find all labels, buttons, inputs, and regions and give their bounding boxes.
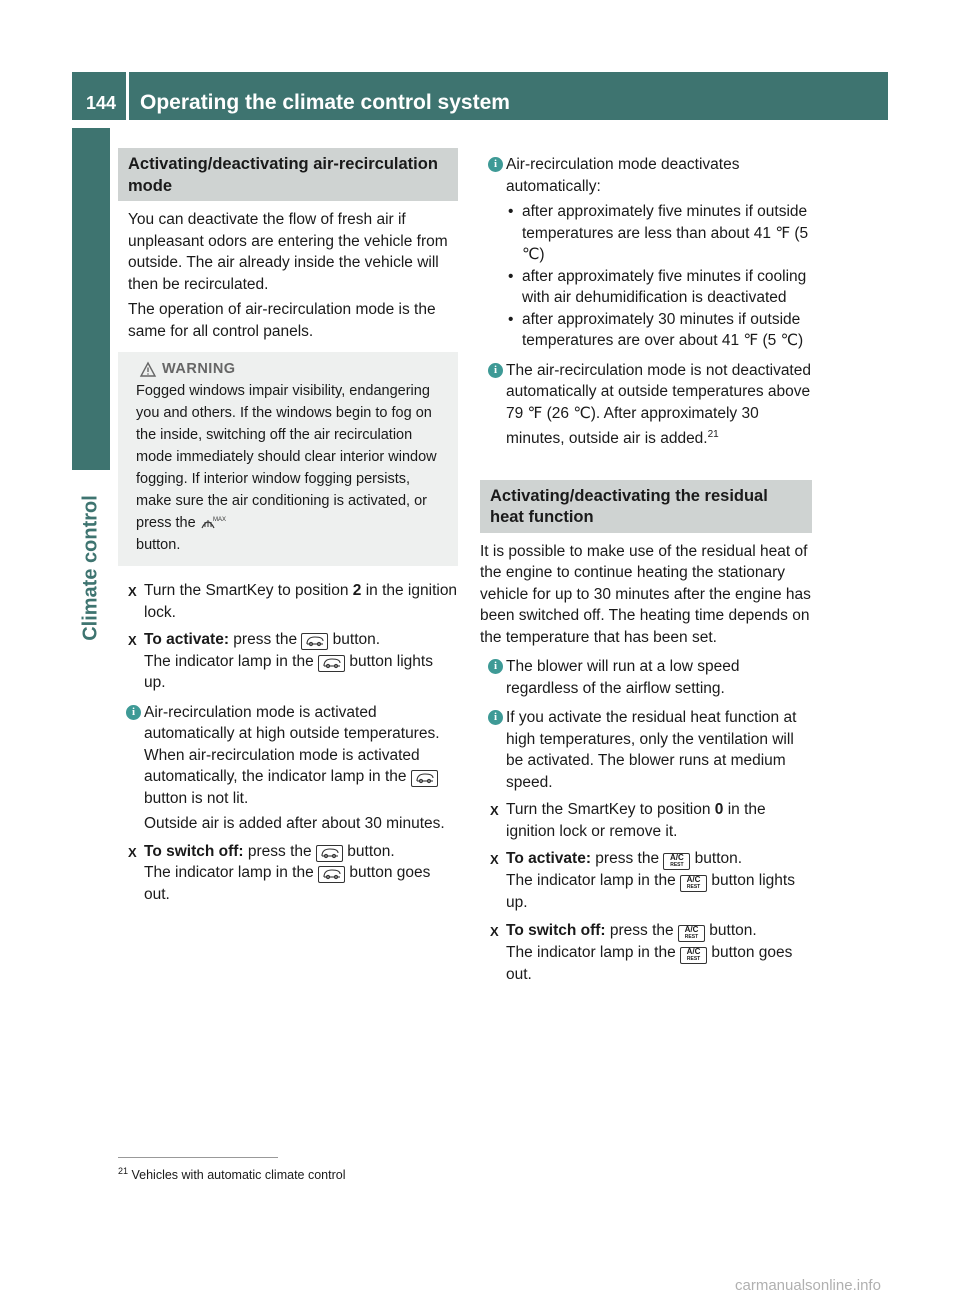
page-title: Operating the climate control system xyxy=(140,91,510,114)
footnote-reference: 21 xyxy=(707,429,719,440)
recirculation-button-icon xyxy=(316,845,343,862)
step-arrow-icon: X xyxy=(490,803,499,819)
info-icon: i xyxy=(126,705,141,720)
rest-label: REST xyxy=(670,862,684,869)
side-tab xyxy=(72,128,110,470)
watermark: carmanualsonline.info xyxy=(735,1277,881,1294)
step-text: The indicator lamp in the xyxy=(506,872,676,890)
bullet-icon: • xyxy=(508,203,514,220)
chapter-side-label: Climate control xyxy=(79,495,102,641)
ac-label: A/C xyxy=(686,875,701,885)
step-text: press the xyxy=(591,850,660,868)
footnote-number: 21 xyxy=(118,1166,129,1176)
step-text: The indicator lamp in the xyxy=(506,943,676,961)
footnote xyxy=(118,1166,345,1182)
footnote-divider xyxy=(118,1157,278,1158)
instruction-step xyxy=(480,799,812,842)
step-label: To switch off: xyxy=(144,842,244,860)
ac-label: A/C xyxy=(686,946,701,956)
info-text: button is not lit. xyxy=(144,789,249,807)
rest-label: REST xyxy=(686,884,701,891)
step-text-bold: 2 xyxy=(352,582,362,599)
step-arrow-icon: X xyxy=(128,844,137,860)
step-text: button goes out. xyxy=(506,943,793,983)
section-heading-recirculation: Activating/deactivating air-recirculation mode xyxy=(118,148,458,201)
ac-rest-button-icon xyxy=(680,875,707,892)
bullet-text: after approximately 30 minutes if outside temperatures are over about 41 ℉ (5 ℃) xyxy=(522,310,804,349)
left-column xyxy=(118,148,458,911)
header-divider xyxy=(126,72,129,120)
step-text: button lights up. xyxy=(144,652,433,691)
page-number: 144 xyxy=(86,93,117,113)
step-text: press the xyxy=(605,921,674,939)
bullet-text: after approximately five minutes if outside temperatures are less than about 41 ℉ (5 ℃) xyxy=(522,203,809,263)
instruction-step xyxy=(118,580,458,623)
step-text: Turn the SmartKey to position xyxy=(506,801,715,819)
info-text: If you activate the residual heat function at high temperatures, only the ventilation will be activated. The blower runs at medium speed. xyxy=(506,709,797,791)
ac-label: A/C xyxy=(669,853,684,863)
section-heading-residual-heat: Activating/deactivating the residual heat function xyxy=(480,480,812,533)
info-note xyxy=(480,154,812,352)
step-text: button goes out. xyxy=(144,864,431,903)
warning-title xyxy=(136,358,448,380)
info-text: Air-recirculation mode deactivates automatically: xyxy=(506,156,740,195)
instruction-step xyxy=(480,920,812,986)
info-text: The air-recirculation mode is not deactivated automatically at outside temperatures above 79 ℉ (26 ℃). After approximately 30 minutes, outside air is added. xyxy=(506,361,811,448)
step-text: The indicator lamp in the xyxy=(144,864,314,881)
warning-triangle-icon xyxy=(140,362,156,377)
recirculation-button-icon xyxy=(301,633,328,650)
recirculation-button-icon xyxy=(318,655,345,672)
warning-text-part: button. xyxy=(136,537,181,553)
footnote-text: Vehicles with automatic climate control xyxy=(131,1168,346,1183)
ac-rest-button-icon xyxy=(678,925,705,942)
ac-rest-button-icon xyxy=(680,947,707,964)
bullet-icon: • xyxy=(508,267,514,285)
instruction-step xyxy=(118,629,458,694)
info-icon: i xyxy=(488,659,503,674)
bullet-item xyxy=(506,266,812,309)
step-text: in the ignition lock. xyxy=(144,582,458,621)
step-arrow-icon: X xyxy=(128,584,137,599)
body-paragraph: You can deactivate the flow of fresh air if unpleasant odors are entering the vehicle from outside. The air already inside the vehicle will then be recirculated. xyxy=(128,211,448,293)
bullet-item xyxy=(506,309,812,352)
info-text: Air-recirculation mode is activated automatically at high outside temperatures. When air-recirculation mode is activated automatically, the indicator lamp in the xyxy=(144,703,440,785)
step-label: To activate: xyxy=(506,850,591,868)
step-text: button. xyxy=(704,921,757,939)
body-paragraph: The operation of air-recirculation mode is the same for all control panels. xyxy=(128,301,436,340)
recirculation-button-icon xyxy=(318,866,345,883)
bullet-text: after approximately five minutes if cooling with air dehumidification is deactivated xyxy=(522,267,807,306)
right-column xyxy=(480,148,812,991)
body-paragraph: It is possible to make use of the residual heat of the engine to continue heating the stationary vehicle for up to 30 minutes after the engine has been switched off. The heating time depends on the temperature that has been set. xyxy=(480,542,811,646)
svg-text:MAX: MAX xyxy=(212,517,226,523)
instruction-step xyxy=(118,841,458,906)
warning-text xyxy=(136,380,448,556)
instruction-step xyxy=(480,848,812,914)
info-icon: i xyxy=(488,710,503,725)
step-text: The indicator lamp in the xyxy=(144,652,314,670)
step-arrow-icon: X xyxy=(490,923,499,939)
info-note xyxy=(480,360,812,450)
info-note xyxy=(480,656,812,699)
info-note xyxy=(118,702,458,835)
info-text: Outside air is added after about 30 minutes. xyxy=(144,815,445,832)
warning-text-part: Fogged windows impair visibility, endangering you and others. If the windows begin to fog on the inside, switching off the air recirculation mode immediately should clear interior window fogging. If interior window fogging persists, make sure the air conditioning is activated, or press the xyxy=(136,383,437,531)
step-text: button. xyxy=(328,631,381,648)
rest-label: REST xyxy=(686,955,701,962)
step-text: press the xyxy=(229,631,298,648)
step-text: Turn the SmartKey to position xyxy=(144,582,353,599)
step-label: To switch off: xyxy=(506,921,606,939)
side-label-container xyxy=(72,478,110,658)
warning-box xyxy=(118,352,458,566)
info-icon: i xyxy=(488,363,503,378)
step-arrow-icon: X xyxy=(128,633,137,648)
ac-rest-button-icon xyxy=(663,853,690,870)
ac-label: A/C xyxy=(684,924,699,934)
step-label: To activate: xyxy=(144,631,229,648)
rest-label: REST xyxy=(684,933,699,940)
info-note xyxy=(480,707,812,793)
step-text: button lights up. xyxy=(506,872,795,912)
info-icon: i xyxy=(488,157,503,172)
bullet-icon: • xyxy=(508,310,514,328)
info-text: The blower will run at a low speed regardless of the airflow setting. xyxy=(506,658,740,697)
step-text: button. xyxy=(690,850,743,868)
warning-label: WARNING xyxy=(162,361,236,377)
step-arrow-icon: X xyxy=(490,852,499,868)
step-text-bold: 0 xyxy=(714,801,724,819)
max-defrost-button-icon xyxy=(200,514,226,530)
step-text: button. xyxy=(342,842,395,860)
step-text: in the ignition lock or remove it. xyxy=(506,801,766,840)
bullet-item xyxy=(506,201,812,266)
recirculation-button-icon xyxy=(411,770,438,787)
step-text: press the xyxy=(243,842,312,860)
